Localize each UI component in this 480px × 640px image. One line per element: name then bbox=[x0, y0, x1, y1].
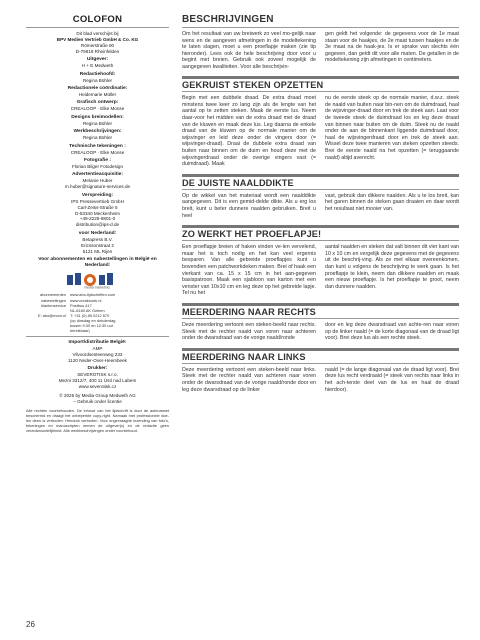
colophon-credits bbox=[26, 31, 169, 269]
colophon-line: m.huber@signature-services.de bbox=[64, 184, 131, 190]
divider bbox=[26, 336, 169, 337]
colophon-label: Voor abonnementen en nabestellingen in België en Nederland: bbox=[38, 257, 157, 268]
section-meerdering-links bbox=[182, 348, 459, 393]
section-col-2: vast, gebruik dan dikkere naalden. Als u te los breit, kan het garen binnen de steken gaan draaien en daar wordt het resultaat niet mooier van. bbox=[325, 192, 459, 212]
colophon-label: Redactiehoofd: bbox=[79, 71, 116, 77]
colophon-line: 1120 Neder-Over-Heembeek bbox=[68, 357, 127, 363]
section-heading: GEKRUIST STEKEN OPZETTEN bbox=[182, 76, 459, 92]
colophon-line: SEVEROTISK s.r.o. bbox=[77, 372, 118, 378]
colophon-label: Fotografie : bbox=[84, 158, 111, 164]
colophon-line: – Gebruik onder licentie bbox=[73, 398, 122, 404]
contact-label: nabestellingen bbox=[40, 297, 66, 303]
colophon-line: distribution@ips-d.de bbox=[75, 222, 120, 228]
colophon-line: Regina Bühler bbox=[82, 77, 113, 83]
colophon-line: 5121 ML Rijen bbox=[82, 248, 113, 254]
colophon-line: IPS Pressevertrieb GmbH bbox=[71, 198, 124, 204]
contact-value: NL-6160 AK Geleen bbox=[70, 307, 105, 313]
colophon-block bbox=[26, 115, 169, 127]
contact-value: www.abo-tijdschriften.com bbox=[70, 292, 116, 298]
colophon-line: D-53340 Meckenheim bbox=[75, 210, 120, 216]
section-proeflapje bbox=[182, 225, 459, 297]
section-meerdering-rechts bbox=[182, 303, 459, 342]
colophon-line: Carl-Zeiss-Straße 5 bbox=[77, 204, 118, 210]
colophon-label: Redactionele coördinatie: bbox=[67, 86, 128, 92]
colophon-line: www.severotisk.cz bbox=[78, 384, 117, 390]
intro-col-1: Om het resultaat van uw breiwerk zo veel mo-gelijk naar wens en de aangeven afmetingen in de modeltekening te laten slagen, moet u een proeflapje maken (zie tip hieronder). Lees ook de hele beschrijving door voor u begint met breien. Gebruik ook zoveel mogelijk de aangegeven kwaliteiten. Voor alle beschrijvin- bbox=[182, 31, 316, 70]
colophon-line: Vilvoordsesteenweg 233 bbox=[72, 352, 123, 357]
colophon-block bbox=[26, 193, 169, 228]
colophon-label: Werkbeschrijvingen: bbox=[73, 129, 122, 135]
colophon-block bbox=[26, 158, 169, 170]
contact-value: (op dinsdag en donderdag bbox=[70, 317, 116, 323]
section-col-2: door en leg deze dwarsdraad van achte-ren naar voren op de linker naald (= de korte diagonaal van de draad ligt voor). Brei deze lus als een rechte steek. bbox=[325, 321, 459, 342]
main-content bbox=[182, 14, 459, 393]
contact-label: E: abo@mom.nl bbox=[38, 312, 66, 318]
logo-subtitle: media marketing bbox=[83, 286, 110, 290]
section-col-1: Begin met een dubbele draad. De extra draad moet minstens twee keer zo lang zijn als de lengte van het aantal op te zetten steken. Maak de eerste lus. Neem daar-voor het midden van de extra draad met de draad van de kluwen en maak deze lus. Leg daarna de enkele draad van de kluwen op de normale manier om de wijsvinger en leid deze onder de vingers door (= wijsvinger-draad). Draai de dubbele extra draad van buiten naar binnen om de duim en houd deze met de wijsvingerdraad onder de overige vingers vast (= duimdraad). Maak bbox=[182, 95, 316, 168]
page-title: BESCHRIJVINGEN bbox=[182, 14, 459, 28]
section-naalddikte bbox=[182, 174, 459, 219]
colophon-label: Advertentieacquisitie: bbox=[71, 172, 124, 178]
colophon-line: Dit blad verschijnt bij bbox=[76, 31, 119, 36]
contact-value: tussen 9:30 en 12:30 uur bbox=[70, 323, 114, 328]
colophon-line: Melanie Huber bbox=[82, 178, 113, 184]
section-col-2: aantal naalden en steken dat valt binnen dit vier kant van 10 x 10 cm en vergelijk deze gegevens met de gegevens uit de beschrij-ving. Als ze met elkaar overeenkomen, dan kunt u volgens de beschrijving te werk gaan. Is het proeflapje te klein, neem dan dikkere naalden en maak een nieuw proeflapje. Is het proeflapje te groot, neem dan dunnere naalden. bbox=[325, 244, 459, 290]
colophon-block bbox=[26, 340, 169, 364]
colophon-line: CREALOOP · Elke Monse bbox=[70, 106, 125, 112]
section-col-1: Een proeflapje breien of haken vinden ve-len vervelend, maar het is toch nodig en het kan veel ergernis besparen. Van alle gebreide proeflapjes kunt u bovendien een patchworkdeken maken. Brei of haak een vierkant van ca. 15 x 15 cm in het aan-gegeven basispatroon. Maak een sjabloon van karton met een venster van 10x10 cm en leg deze op het gebreide lapje. Tel nu het bbox=[182, 244, 316, 297]
colophon-block bbox=[26, 57, 169, 69]
colophon-line: Mezni 3312/7, 400 11 Ústí nad Labem bbox=[58, 378, 137, 384]
contact-label: klantenservice bbox=[41, 302, 66, 308]
colophon-line: Regina Bühler bbox=[82, 120, 113, 126]
section-col-2: nu de eerste steek op de normale manier, d.w.z. steek de naald van buiten naar bin-nen om de duimdraad, haal de wijsvinger-draad door en trek de steek aan. Laat voor de tweede steek de duimdraad los en leg deze draad van binnen naar buiten om de duim. Steek nu de naald onder de aan de binnenkant liggende duimdraad door, haal de wijsvingerdraad door en trek de steek aan. Wissel deze twee manieren van steken opzetten steeds. Brei de eerste naald na het opzetten (= teruggaande naald) altijd averecht. bbox=[325, 95, 459, 161]
colophon-block bbox=[26, 86, 169, 98]
section-heading: ZO WERKT HET PROEFLAPJE! bbox=[182, 225, 459, 241]
colophon-line: Römerstraße 90 bbox=[80, 42, 115, 48]
section-gekruist-opzetten bbox=[182, 76, 459, 168]
colophon-column bbox=[26, 14, 169, 433]
colophon-label: Technische tekeningen : bbox=[69, 143, 126, 149]
colophon-line: H + E Medweth bbox=[81, 63, 114, 69]
colophon-title: COLOFON bbox=[26, 14, 169, 28]
colophon-line: BPV Medien Vertrieb GmbH & Co. KG bbox=[56, 36, 139, 42]
intro-columns bbox=[182, 31, 459, 70]
colophon-block bbox=[26, 172, 169, 190]
colophon-label: Grafisch ontwerp: bbox=[76, 100, 119, 106]
mom-logo bbox=[26, 271, 169, 289]
section-col-1: Deze meerdering vertoont een steken-beeld naar rechts. Steek met de rechter naald van voren naar achteren onder de dwarsdraad van de vorige naald/ronde bbox=[182, 321, 316, 342]
colophon-line: Ericssonstraat 2 bbox=[81, 242, 114, 248]
colophon-line: Regina Bühler bbox=[82, 135, 113, 141]
subscription-contacts bbox=[28, 292, 169, 333]
colophon-line: D-79618 Rheinfelden bbox=[75, 48, 120, 54]
mom-logo-icon bbox=[66, 271, 130, 289]
colophon-block bbox=[26, 144, 169, 156]
colophon-label: voor Nederland: bbox=[78, 230, 117, 236]
colophon-label: Designs breimodellen: bbox=[71, 114, 124, 120]
contact-values bbox=[70, 292, 169, 333]
page-number: 26 bbox=[26, 620, 35, 629]
contact-label: abonnementen bbox=[40, 292, 66, 298]
contact-value: Postbus 417 bbox=[70, 302, 92, 308]
colophon-block bbox=[26, 100, 169, 112]
colophon-line: +49-2225-8801-0 bbox=[79, 216, 116, 222]
colophon-block bbox=[26, 393, 169, 405]
colophon-line: Betapress B.V. bbox=[82, 236, 113, 242]
contact-value: www.creaknoek.nl bbox=[70, 297, 102, 303]
colophon-label: Drukker: bbox=[87, 366, 108, 372]
colophon-block bbox=[26, 366, 169, 390]
contact-value: bereikbaar) bbox=[70, 328, 90, 334]
colophon-line: Florian Bilger Fotodesign bbox=[71, 163, 124, 169]
colophon-block bbox=[26, 231, 169, 255]
contact-value: T: +31 (0) 85 0212 670 bbox=[70, 312, 110, 318]
section-col-1: Deze meerdering vertoont een steken-beeld naar links. Steek met de rechter naald van achteren naar voren onder de dwarsdraad van de vorige naald/ronde door en leg deze dwarsdraad op de linker bbox=[182, 366, 316, 393]
colophon-line: CREALOOP · Elke Monse bbox=[70, 149, 125, 155]
colophon-label: Import/distributie België: bbox=[68, 340, 127, 346]
section-col-2: naald (= de lange diagonaal van de draad ligt voor). Brei deze lus recht verdraaid (= steek van rechts naar links in het ach-terste deel van de lus en haal de draad hierdoor). bbox=[325, 366, 459, 393]
colophon-block bbox=[26, 257, 169, 269]
colophon-label: Verspreiding: bbox=[81, 192, 114, 198]
colophon-block bbox=[26, 72, 169, 84]
section-heading: MEERDERING NAAR LINKS bbox=[182, 348, 459, 364]
colophon-block bbox=[26, 31, 169, 55]
colophon-line: AMP bbox=[92, 346, 103, 352]
colophon-line: © 2026 by Media Group Medweth AG bbox=[59, 392, 136, 398]
colophon-print-info bbox=[26, 340, 169, 404]
contact-labels bbox=[28, 292, 66, 333]
colophon-block bbox=[26, 129, 169, 141]
colophon-label: Uitgever: bbox=[86, 57, 109, 63]
contact-label bbox=[28, 328, 66, 333]
section-heading: DE JUISTE NAALDDIKTE bbox=[182, 174, 459, 190]
section-col-1: Op de wikkel van het materiaal wordt een naalddikte aangegeven. Dit is een gemid-delde dikte. Als u erg los breit, kunt u beter dunnere naalden gebruiken. Breit u heel bbox=[182, 192, 316, 219]
rights-disclaimer: Alle rechten voorbehouden. De inhoud van het tijdschrift is door de auteurswet beschermd en draagt het onbeperkte copy-right. Namaak met professionele doe-len deen is verboden. Hendruk verboden. Voor ongevraagde inzending van foto's, tekeningen en manuscripten nemen de uitgever(s) en de redactie geen verantwoordelijkheid. Alle werkbeschrijvingen onder voorbehoud. bbox=[26, 408, 169, 434]
section-heading: MEERDERING NAAR RECHTS bbox=[182, 303, 459, 319]
colophon-line: Heidemarie Müller bbox=[78, 91, 117, 97]
intro-col-2: gen geldt het volgende: de gegevens voor de 1e maat staan voor de haakjes, de 2e maat tussen haakjes en de 3e maat na de haak-jes. Is er sprake van slechts één gegeven, dan geldt dit voor alle maten. De getallen in de modeltekening zijn afmetingen in centimeters. bbox=[325, 31, 459, 64]
